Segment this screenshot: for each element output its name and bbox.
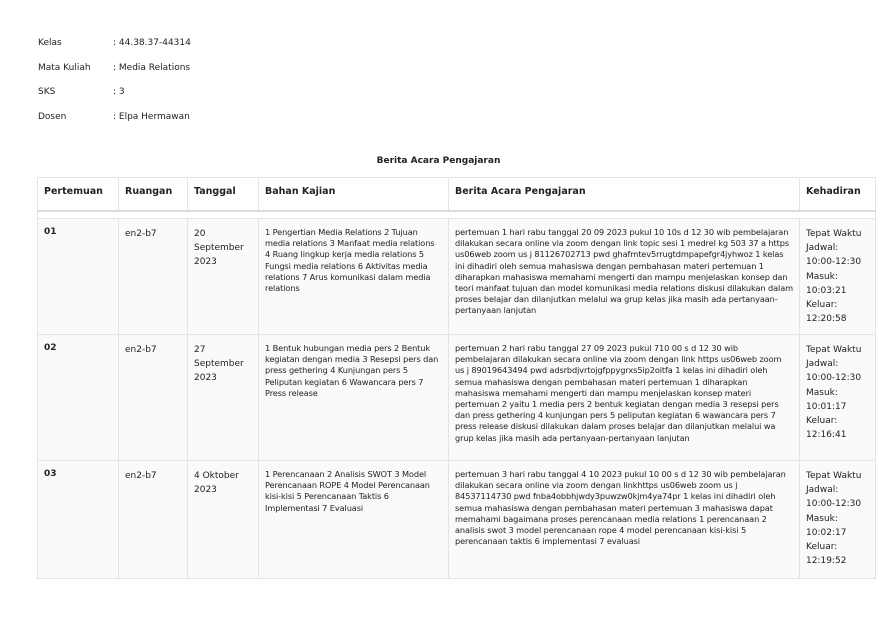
header-pertemuan: Pertemuan [38, 178, 119, 212]
cell-kehadiran [800, 461, 876, 579]
spacer-cell [38, 211, 876, 219]
cell-berita-acara: pertemuan 2 hari rabu tanggal 27 09 2023 pukul 710 00 s d 12 30 wib pembelajaran dilakukan secara online via zoom dengan link https us06web zoom us j 89019643494 pwd adsrbdjvrtojgfppygrxs5ip2oitfa 1 kelas ini dihadiri oleh semua mahasiswa dengan pembahasan materi pertemuan 1 diharapkan mahasiswa memahami mengerti dan mampu menjelaskan konsep materi pertemuan 2 yaitu 1 media pers 2 bentuk kegiatan dengan media 3 resepsi pers dan press gethering 4 kunjungan pers 5 peliputan kegiatan 6 wawancara pers 7 press release diskusi dilakukan dalam proses belajar dan dilanjutkan melalui wa grup kelas jika masih ada pertanyaan-pertanyaan lanjutan [449, 335, 800, 461]
cell-bahan-kajian: 1 Pengertian Media Relations 2 Tujuan media relations 3 Manfaat media relations 4 Ruang lingkup kerja media relations 5 Fungsi media relations 6 Aktivitas media relations 7 Arus komunikasi dalam media relations [259, 219, 449, 335]
sks-value: : 3 [113, 87, 125, 97]
cell-ruangan: en2-b7 [119, 461, 188, 579]
header-ruangan: Ruangan [119, 178, 188, 212]
kehadiran-jadwal: Jadwal: 10:00-12:30 [806, 359, 862, 384]
table-row [38, 461, 876, 579]
kehadiran-status: Tepat Waktu [806, 229, 862, 239]
page-title: Berita Acara Pengajaran [376, 156, 501, 166]
header-spacer [38, 211, 876, 219]
table-row [38, 335, 876, 461]
info-row-sks [38, 87, 191, 112]
info-row-dosen [38, 112, 191, 137]
info-row-matkul [38, 63, 191, 88]
kehadiran-keluar: Keluar: 12:19:52 [806, 542, 847, 567]
sks-label: SKS [38, 87, 56, 97]
table-header-row [38, 178, 876, 212]
matkul-value: : Media Relations [113, 62, 191, 73]
matkul-label: Mata Kuliah [38, 62, 91, 73]
dosen-label: Dosen [38, 111, 67, 122]
kehadiran-keluar: Keluar: 12:16:41 [806, 416, 847, 441]
info-row-kelas [38, 38, 191, 63]
cell-bahan-kajian: 1 Bentuk hubungan media pers 2 Bentuk kegiatan dengan media 3 Resepsi pers dan press gethering 4 Kunjungan pers 5 Peliputan kegiatan 6 Wawancara pers 7 Press release [259, 335, 449, 461]
kehadiran-status: Tepat Waktu [806, 345, 862, 355]
cell-pertemuan: 02 [38, 335, 119, 461]
header-bahan-kajian: Bahan Kajian [259, 178, 449, 212]
cell-pertemuan: 01 [38, 219, 119, 335]
kehadiran-status: Tepat Waktu [806, 471, 862, 481]
cell-tanggal: 20 September 2023 [188, 219, 259, 335]
kehadiran-keluar: Keluar: 12:20:58 [806, 300, 847, 325]
cell-berita-acara: pertemuan 1 hari rabu tanggal 20 09 2023 pukul 10 10s d 12 30 wib pembelajaran dilakukan secara online via zoom dengan link topic sesi 1 medrel kg 503 37 a https us06web zoom us j 81126702713 pwd ghafmtev5rrugtdmpapefgr4jyhwoz 1 kelas ini dihadiri oleh semua mahasiswa dengan pembahasan materi pertemuan 1 diharapkan mahasiswa memahami mengerti dan mampu menjelaskan konsep dan teori manfaat tujuan dan model komunikasi media relations diskusi dilakukan dalam proses belajar dan dilanjutkan melalui wa grup kelas jika masih ada pertanyaan-pertanyaan lanjutan [449, 219, 800, 335]
cell-ruangan: en2-b7 [119, 335, 188, 461]
cell-bahan-kajian: 1 Perencanaan 2 Analisis SWOT 3 Model Perencanaan ROPE 4 Model Perencanaan kisi-kisi 5 Perencanaan Taktis 6 Implementasi 7 Evaluasi [259, 461, 449, 579]
cell-kehadiran [800, 219, 876, 335]
header-berita-acara: Berita Acara Pengajaran [449, 178, 800, 212]
table-row [38, 219, 876, 335]
kehadiran-masuk: Masuk: 10:01:17 [806, 387, 847, 412]
cell-berita-acara: pertemuan 3 hari rabu tanggal 4 10 2023 pukul 10 00 s d 12 30 wib pembelajaran dilakukan secara online via zoom dengan linkhttps us06web zoom us j 84537114730 pwd fnba4obbhjwdy3puwzw0kjm4ya74pr 1 kelas ini dihadiri oleh semua mahasiswa dengan pembahasan materi pertemuan 3 mahasiswa dapat memahami bagaimana proses perencanaan media relations 1 perencanaan 2 analisis swot 3 model perencanaan rope 4 model perencanaan kisi-kisi 5 perencanaan taktis 6 implementasi 7 evaluasi [449, 461, 800, 579]
header-tanggal: Tanggal [188, 178, 259, 212]
cell-kehadiran [800, 335, 876, 461]
kelas-value: : 44.38.37-44314 [113, 38, 191, 48]
kehadiran-jadwal: Jadwal: 10:00-12:30 [806, 243, 862, 268]
kehadiran-masuk: Masuk: 10:02:17 [806, 513, 847, 538]
berita-acara-table [37, 177, 876, 579]
cell-ruangan: en2-b7 [119, 219, 188, 335]
header-kehadiran: Kehadiran [800, 178, 876, 212]
dosen-value: : Elpa Hermawan [113, 111, 190, 122]
kelas-label: Kelas [38, 38, 62, 48]
course-info [38, 38, 191, 136]
kehadiran-jadwal: Jadwal: 10:00-12:30 [806, 485, 862, 510]
cell-tanggal: 4 Oktober 2023 [188, 461, 259, 579]
cell-tanggal: 27 September 2023 [188, 335, 259, 461]
kehadiran-masuk: Masuk: 10:03:21 [806, 271, 847, 296]
cell-pertemuan: 03 [38, 461, 119, 579]
